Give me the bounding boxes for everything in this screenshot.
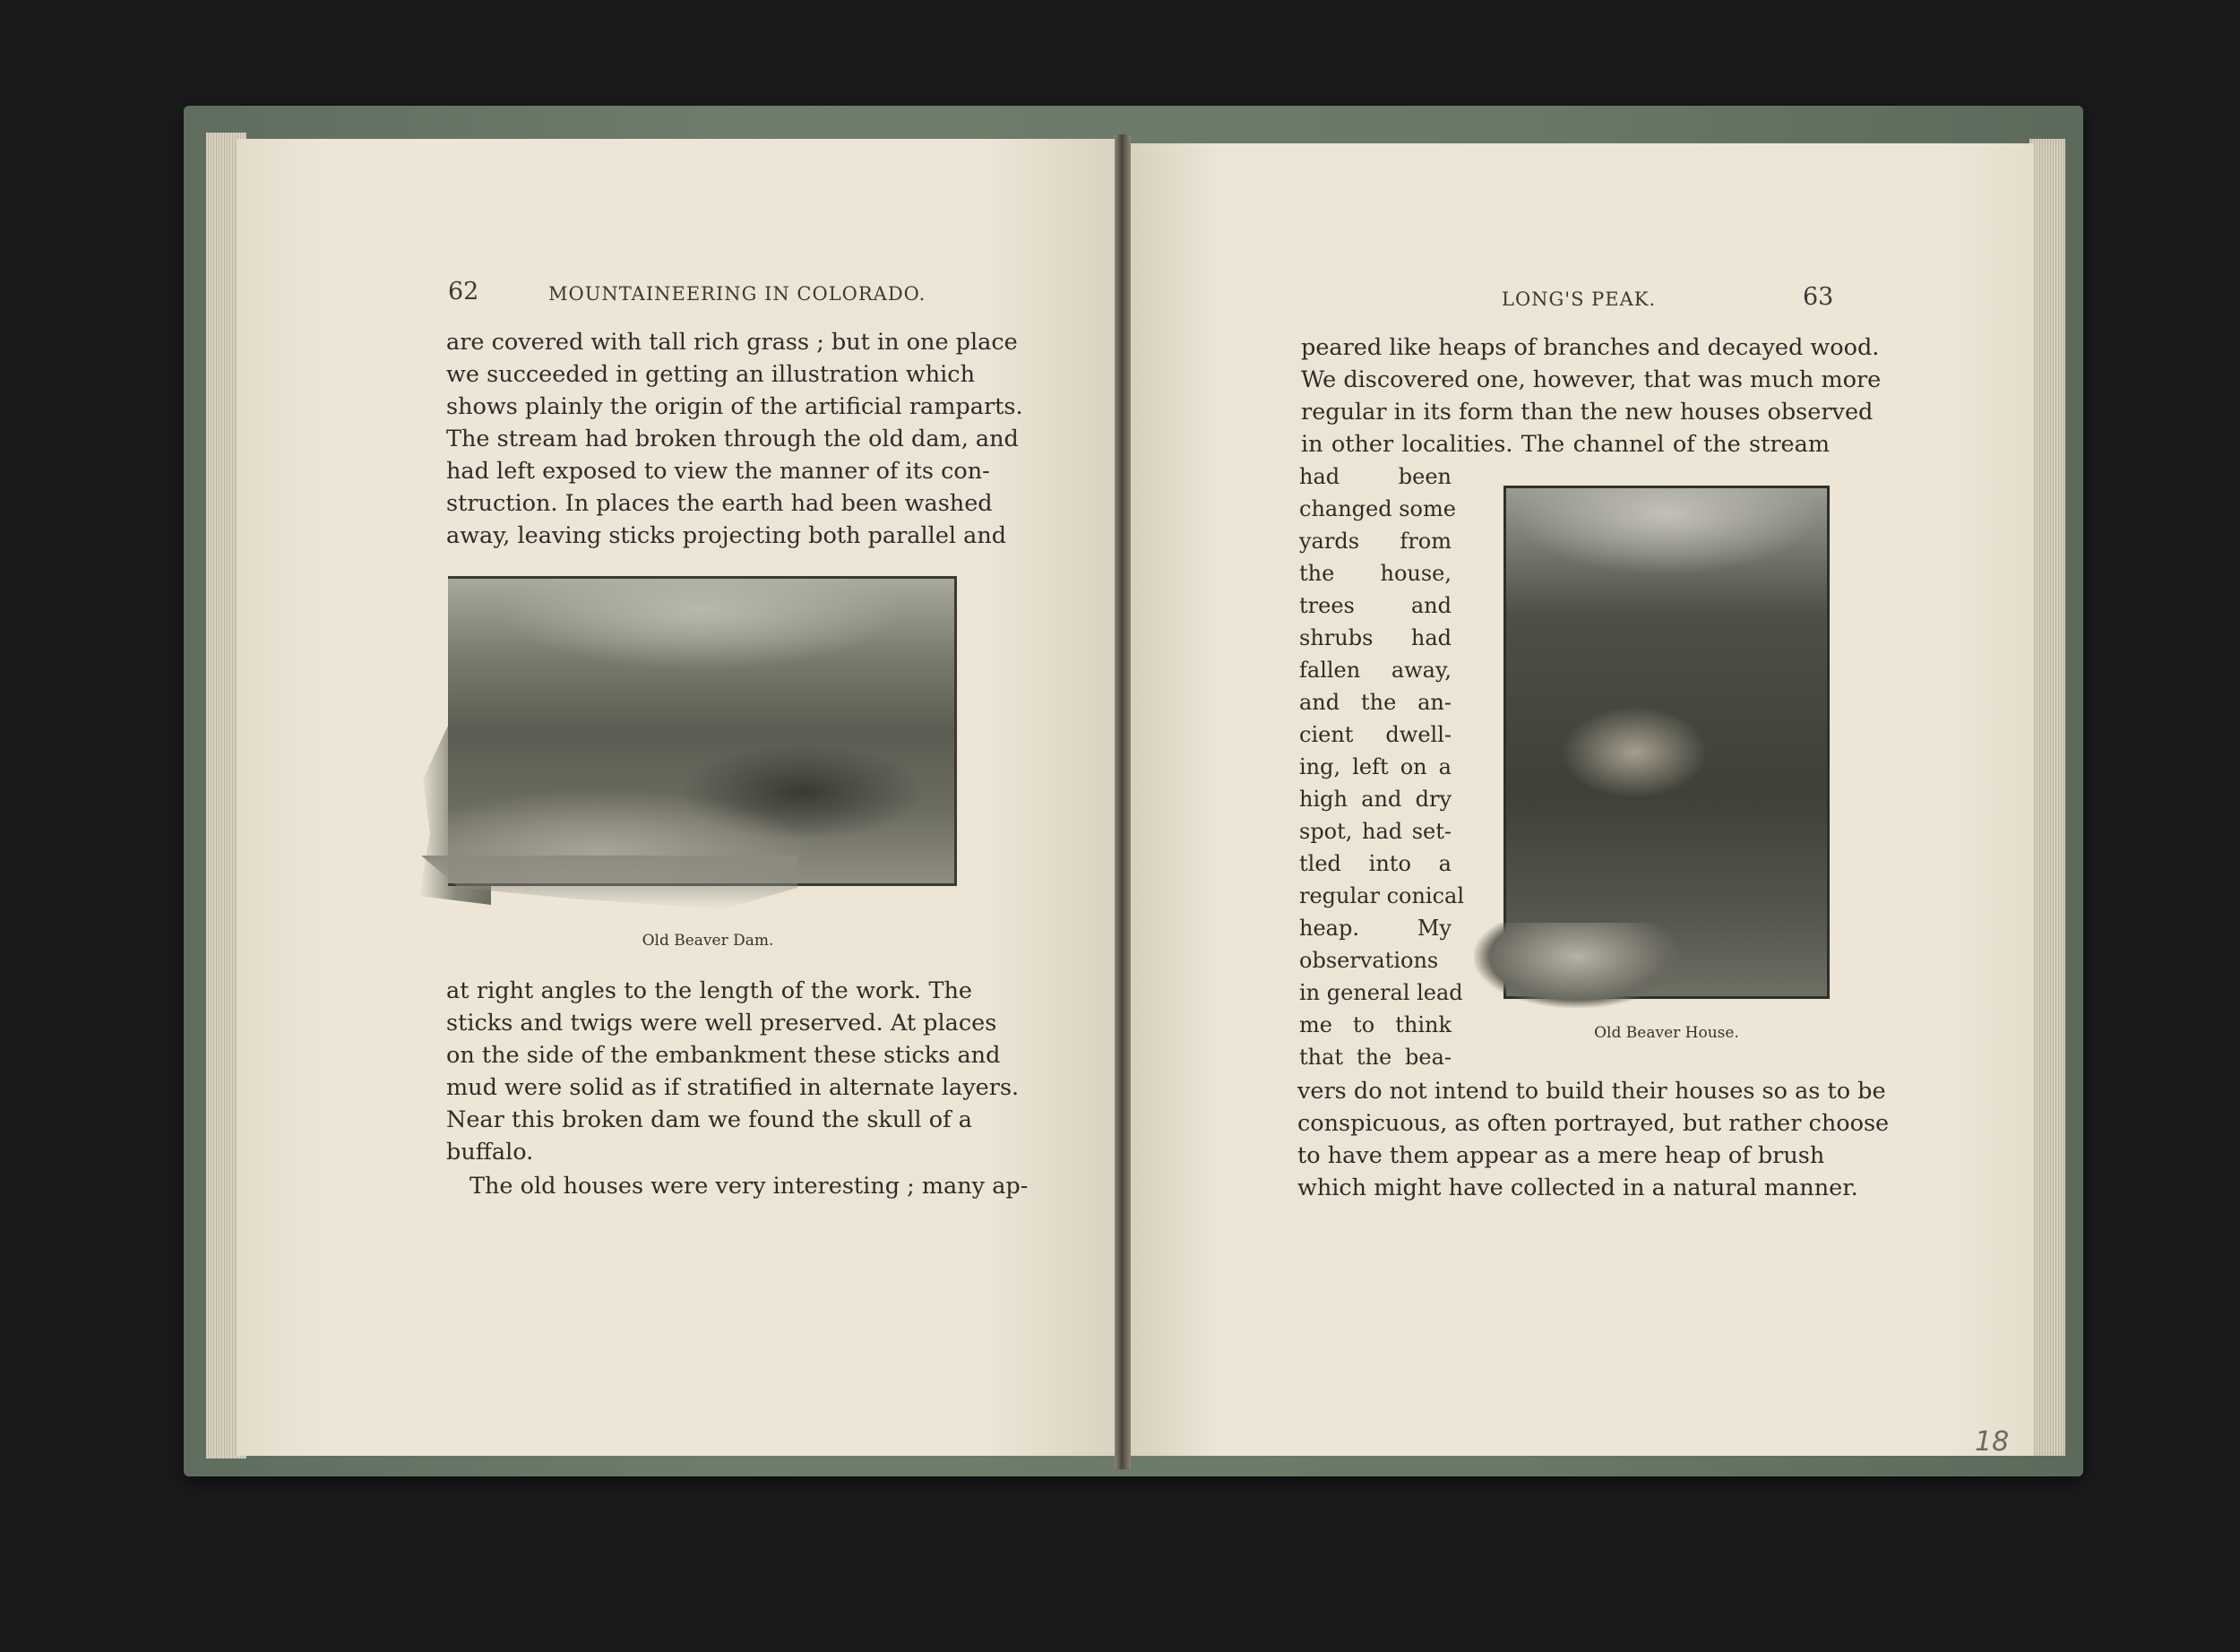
text-line: tled into a — [1299, 851, 1452, 876]
text-line: and the an- — [1299, 690, 1452, 715]
text-line: regular conical — [1299, 883, 1465, 908]
text-line: shows plainly the origin of the artificial ramparts. — [446, 393, 1023, 420]
text-line: the house, — [1299, 561, 1452, 586]
text-line: had been — [1299, 464, 1452, 489]
left-running-head: MOUNTAINEERING IN COLORADO. — [548, 283, 926, 305]
text-line: which might have collected in a natural manner. — [1297, 1174, 1858, 1201]
left-text-bottom — [446, 975, 1020, 1168]
text-line: peared like heaps of branches and decayed wood. — [1301, 334, 1880, 361]
text-line: on the side of the embankment these sticks and — [446, 1042, 1001, 1069]
text-line: sticks and twigs were well preserved. At places — [446, 1010, 997, 1037]
text-line: away, leaving sticks projecting both parallel and — [446, 522, 1007, 549]
beaver-house-caption: Old Beaver House. — [1594, 1024, 1739, 1042]
text-line: We discovered one, however, that was much more — [1301, 366, 1882, 393]
text-line: vers do not intend to build their houses so as to be — [1297, 1078, 1886, 1105]
text-line: in other localities. The channel of the stream — [1301, 431, 1830, 458]
text-line: me to think — [1299, 1012, 1452, 1037]
text-line: The stream had broken through the old dam, and — [446, 426, 1019, 452]
text-line: shrubs had — [1299, 625, 1452, 650]
text-line: Near this broken dam we found the skull of a — [446, 1106, 972, 1133]
text-line: had left exposed to view the manner of its con- — [446, 458, 990, 485]
beaver-dam-photo — [448, 576, 957, 886]
text-line: mud were solid as if stratified in alternate layers. — [446, 1074, 1020, 1101]
right-text-top — [1301, 331, 1882, 460]
text-line: we succeeded in getting an illustration which — [446, 361, 975, 388]
text-line: trees and — [1299, 593, 1452, 618]
text-line: are covered with tall rich grass ; but in one place — [446, 329, 1018, 356]
text-line: at right angles to the length of the work. The — [446, 977, 972, 1004]
text-line: The old houses were very interesting ; many ap- — [470, 1173, 1029, 1200]
beaver-dam-caption: Old Beaver Dam. — [642, 932, 774, 950]
text-line: high and dry — [1299, 787, 1452, 812]
right-text-bottom — [1297, 1075, 1890, 1204]
text-line: observations — [1299, 948, 1439, 973]
left-last-paragraph — [470, 1170, 1029, 1202]
text-line: in general lead — [1299, 980, 1463, 1005]
text-line: ing, left on a — [1299, 754, 1452, 779]
text-line: conspicuous, as often portrayed, but rather choose — [1297, 1110, 1890, 1137]
page-edges-right — [2029, 139, 2065, 1456]
right-text-column — [1299, 460, 1465, 1073]
left-text-top — [446, 326, 1023, 552]
text-line: to have them appear as a mere heap of brush — [1297, 1142, 1825, 1169]
text-line: cient dwell- — [1299, 722, 1452, 747]
pencil-mark: 18 — [1975, 1426, 2010, 1458]
beaver-house-photo-rock — [1474, 923, 1680, 1008]
text-line: regular in its form than the new houses observed — [1301, 399, 1874, 426]
text-line: that the bea- — [1299, 1045, 1452, 1070]
text-line: yards from — [1299, 529, 1452, 554]
text-line: changed some — [1299, 496, 1456, 521]
text-line: struction. In places the earth had been washed — [446, 490, 993, 517]
right-page-number: 63 — [1803, 283, 1834, 311]
text-line: buffalo. — [446, 1139, 534, 1166]
right-running-head: LONG'S PEAK. — [1502, 288, 1657, 310]
left-page-number: 62 — [448, 278, 479, 305]
text-line: heap. My — [1299, 916, 1452, 941]
book-gutter — [1115, 134, 1131, 1469]
text-line: fallen away, — [1299, 658, 1452, 683]
text-line: spot, had set- — [1299, 819, 1452, 844]
